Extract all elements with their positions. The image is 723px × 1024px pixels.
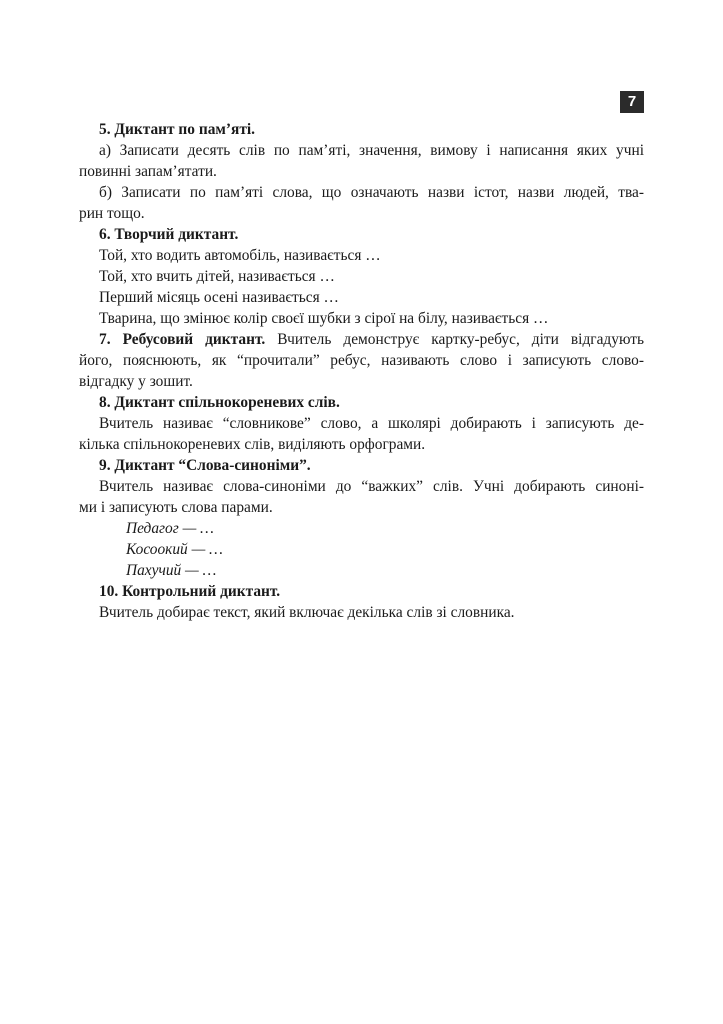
section-5-a-line2: повинні запам’ятати. (79, 163, 217, 180)
section-9-heading: 9. Диктант “Слова-синоніми”. (99, 457, 311, 474)
section-9-line2: ми і записують слова парами. (79, 499, 273, 516)
section-9-example: Косоокий — … (126, 541, 223, 558)
section-10-heading: 10. Контрольний диктант. (99, 583, 281, 600)
section-8-line1: Вчитель називає “словникове” слово, а школярі добирають і записують де- (99, 415, 644, 432)
section-7-heading: 7. Ребусовий диктант. (99, 331, 266, 348)
section-7-line3: відгадку у зошит. (79, 373, 193, 390)
section-5-b-line2: рин тощо. (79, 205, 145, 222)
section-6-item: Той, хто водить автомобіль, називається … (99, 247, 381, 264)
section-10-line1: Вчитель добирає текст, який включає декілька слів зі словника. (99, 604, 515, 621)
page-number: 7 (620, 91, 644, 113)
section-5-heading: 5. Диктант по пам’яті. (99, 121, 256, 138)
section-7-text: Вчитель демонструє картку-ребус, діти відгадують (265, 331, 644, 348)
section-8-heading: 8. Диктант спільнокореневих слів. (99, 394, 340, 411)
section-9-line1: Вчитель називає слова-синоніми до “важких” слів. Учні добирають синоні- (99, 478, 644, 495)
section-9-example: Пахучий — … (126, 562, 217, 579)
section-9-example: Педагог — … (126, 520, 214, 537)
section-7-line2: його, пояснюють, як “прочитали” ребус, називають слово і записують слово- (79, 352, 644, 369)
section-6-heading: 6. Творчий диктант. (99, 226, 239, 243)
section-7-line1 (79, 329, 644, 350)
section-8-line2: кілька спільнокореневих слів, виділяють орфограми. (79, 436, 426, 453)
section-6-item: Той, хто вчить дітей, називається … (99, 268, 335, 285)
section-5-a-line1: а) Записати десять слів по пам’яті, значення, вимову і написання яких учні (99, 142, 644, 159)
section-5-b-line1: б) Записати по пам’яті слова, що означають назви істот, назви людей, тва- (99, 184, 644, 201)
section-6-item: Тварина, що змінює колір своєї шубки з сірої на білу, називається … (99, 310, 549, 327)
document-body (79, 119, 644, 623)
section-6-item: Перший місяць осені називається … (99, 289, 339, 306)
